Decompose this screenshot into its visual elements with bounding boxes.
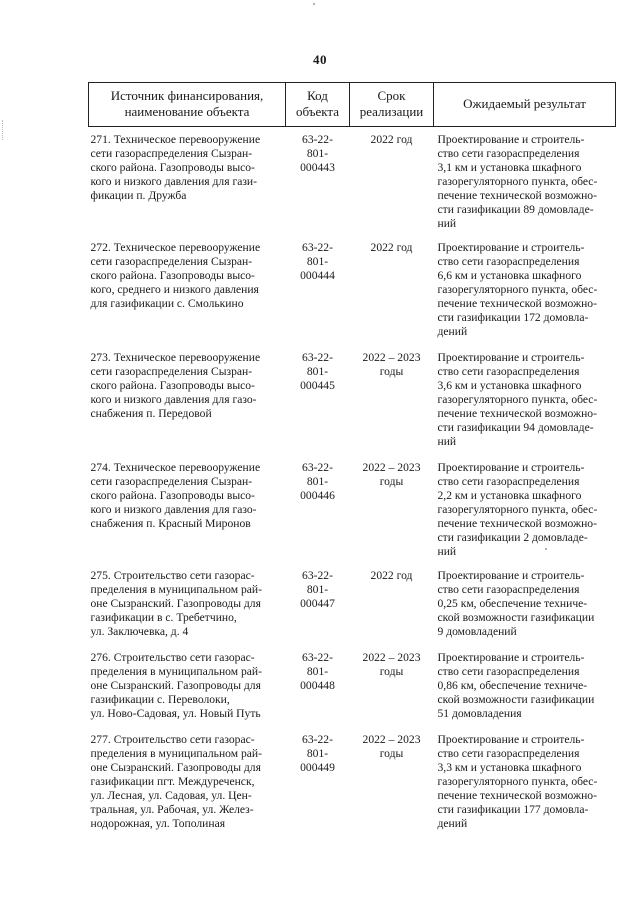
text-line: 0,86 км, обеспечение техниче- [437, 679, 588, 692]
object-code-cell [286, 449, 350, 565]
text-line: пределения в муниципальном рай- [90, 583, 262, 596]
financing-table-container [88, 82, 615, 831]
text-line: 3,6 км и установка шкафного [437, 379, 582, 392]
text-line: Проектирование и строитель- [437, 351, 585, 364]
text-line: Ожидаемый результат [463, 96, 586, 111]
text-line: для газификации с. Смолькино [90, 297, 244, 310]
object-code-cell [286, 729, 350, 831]
text-line: годы [379, 747, 404, 760]
text-line: нодорожная, ул. Тополиная [90, 817, 226, 830]
text-line: наименование объекта [124, 104, 250, 119]
scan-margin-marks [2, 120, 6, 140]
implementation-term-cell [350, 127, 434, 238]
text-line: реализации [359, 104, 424, 119]
text-line: Проектирование и строитель- [437, 241, 585, 254]
header-source [89, 83, 286, 127]
expected-result-cell [434, 127, 616, 238]
text-line: 801- [306, 255, 329, 268]
object-name-cell [89, 449, 286, 565]
object-name-cell [89, 729, 286, 831]
financing-table [88, 82, 616, 831]
text-line: годы [379, 665, 404, 678]
object-name-cell [89, 347, 286, 449]
text-line: тральная, ул. Рабочая, ул. Желез- [90, 803, 254, 816]
text-line: 277. Строительство сети газорас- [90, 733, 255, 746]
text-line: фикации п. Дружба [90, 189, 187, 202]
text-line: 2022 – 2023 [362, 733, 421, 746]
text-line: газификации пгт. Междуреченск, [90, 775, 255, 788]
text-line: ского района. Газопроводы высо- [90, 161, 255, 174]
implementation-term-cell [350, 237, 434, 347]
text-line: 63-22- [302, 733, 333, 746]
text-line: 000443 [300, 161, 335, 174]
text-line: Проектирование и строитель- [437, 461, 585, 474]
text-line: сети газораспределения Сызран- [90, 255, 253, 268]
object-code-cell [286, 347, 350, 449]
text-line: ского района. Газопроводы высо- [90, 379, 255, 392]
expected-result-cell [434, 237, 616, 347]
text-line: пределения в муниципальном рай- [90, 747, 262, 760]
object-name-cell [89, 127, 286, 238]
text-line: годы [379, 365, 404, 378]
table-row [89, 127, 616, 238]
text-line: 801- [306, 583, 329, 596]
header-term [350, 83, 434, 127]
table-row [89, 729, 616, 831]
text-line: ского района. Газопроводы высо- [90, 269, 255, 282]
text-line: газификации с. Переволоки, [90, 693, 230, 706]
text-line: Источник финансирования, [110, 88, 264, 103]
expected-result-cell [434, 449, 616, 565]
text-line: 63-22- [302, 651, 333, 664]
table-row [89, 565, 616, 643]
text-line: 6,6 км и установка шкафного [437, 269, 582, 282]
text-line: сети газораспределения Сызран- [90, 365, 253, 378]
text-line: сти газификации 177 домовла- [437, 803, 589, 816]
text-line: 9 домовладений [437, 625, 517, 638]
text-line: 63-22- [302, 569, 333, 582]
implementation-term-cell [350, 643, 434, 729]
text-line: кого и низкого давления для гази- [90, 175, 257, 188]
text-line: оне Сызранский. Газопроводы для [90, 761, 261, 774]
text-line: 51 домовладения [437, 707, 522, 720]
text-line: сти газификации 2 домовладе- [437, 531, 588, 544]
text-line: 3,1 км и установка шкафного [437, 161, 582, 174]
text-line: Код [307, 88, 328, 103]
text-line: 272. Техническое перевооружение [90, 241, 261, 254]
text-line: ской возможности газификации [437, 693, 595, 706]
text-line: газорегуляторного пункта, обес- [437, 283, 598, 296]
implementation-term-cell [350, 729, 434, 831]
text-line: ний [437, 435, 457, 448]
text-line: 275. Строительство сети газорас- [90, 569, 255, 582]
text-line: 271. Техническое перевооружение [90, 133, 261, 146]
text-line: 000446 [300, 489, 335, 502]
object-name-cell [89, 565, 286, 643]
text-line: газорегуляторного пункта, обес- [437, 503, 598, 516]
text-line: дений [437, 325, 468, 338]
expected-result-cell [434, 729, 616, 831]
text-line: печение технической возможно- [437, 789, 597, 802]
text-line: сти газификации 94 домовладе- [437, 421, 594, 434]
table-row [89, 237, 616, 347]
text-line: 000447 [300, 597, 335, 610]
object-code-cell [286, 643, 350, 729]
text-line: дений [437, 817, 468, 830]
text-line: 2022 год [370, 133, 413, 146]
text-line: 63-22- [302, 351, 333, 364]
text-line: газорегуляторного пункта, обес- [437, 775, 598, 788]
text-line: снабжения п. Передовой [90, 407, 212, 420]
text-line: Проектирование и строитель- [437, 733, 585, 746]
text-line: газификации в с. Требетчино, [90, 611, 237, 624]
text-line: 63-22- [302, 241, 333, 254]
implementation-term-cell [350, 347, 434, 449]
text-line: ство сети газораспределения [437, 255, 580, 268]
scan-speck [313, 3, 315, 5]
text-line: 000449 [300, 761, 335, 774]
implementation-term-cell [350, 449, 434, 565]
expected-result-cell [434, 347, 616, 449]
text-line: ство сети газораспределения [437, 583, 580, 596]
text-line: Проектирование и строитель- [437, 651, 585, 664]
text-line: 2022 – 2023 [362, 651, 421, 664]
text-line: 2,2 км и установка шкафного [437, 489, 582, 502]
text-line: ство сети газораспределения [437, 147, 580, 160]
text-line: ство сети газораспределения [437, 747, 580, 760]
text-line: ний [437, 217, 457, 230]
text-line: ство сети газораспределения [437, 365, 580, 378]
text-line: ство сети газораспределения [437, 475, 580, 488]
header-code [286, 83, 350, 127]
object-name-cell [89, 643, 286, 729]
text-line: 000448 [300, 679, 335, 692]
text-line: газорегуляторного пункта, обес- [437, 175, 598, 188]
text-line: Проектирование и строитель- [437, 569, 585, 582]
text-line: ство сети газораспределения [437, 665, 580, 678]
text-line: 63-22- [302, 133, 333, 146]
table-row [89, 449, 616, 565]
object-name-cell [89, 237, 286, 347]
text-line: 273. Техническое перевооружение [90, 351, 261, 364]
text-line: печение технической возможно- [437, 517, 597, 530]
text-line: 3,3 км и установка шкафного [437, 761, 582, 774]
text-line: снабжения п. Красный Миронов [90, 517, 251, 530]
text-line: оне Сызранский. Газопроводы для [90, 597, 261, 610]
text-line: печение технической возможно- [437, 189, 597, 202]
object-code-cell [286, 237, 350, 347]
expected-result-cell [434, 565, 616, 643]
text-line: сети газораспределения Сызран- [90, 475, 253, 488]
text-line: ул. Заключевка, д. 4 [90, 625, 189, 638]
table-row [89, 643, 616, 729]
text-line: ской возможности газификации [437, 611, 595, 624]
text-line: 63-22- [302, 461, 333, 474]
text-line: 2022 год [370, 569, 413, 582]
text-line: 801- [306, 365, 329, 378]
text-line: оне Сызранский. Газопроводы для [90, 679, 261, 692]
text-line: ул. Ново-Садовая, ул. Новый Путь [90, 707, 261, 720]
text-line: ний [437, 545, 457, 558]
text-line: Срок [377, 88, 406, 103]
text-line: 801- [306, 665, 329, 678]
text-line: объекта [295, 104, 340, 119]
text-line: 801- [306, 475, 329, 488]
text-line: сти газификации 89 домовладе- [437, 203, 594, 216]
text-line: ул. Лесная, ул. Садовая, ул. Цен- [90, 789, 252, 802]
text-line: кого, среднего и низкого давления [90, 283, 259, 296]
text-line: 276. Строительство сети газорас- [90, 651, 255, 664]
table-row [89, 347, 616, 449]
text-line: 274. Техническое перевооружение [90, 461, 261, 474]
text-line: печение технической возможно- [437, 297, 597, 310]
text-line: годы [379, 475, 404, 488]
text-line: печение технической возможно- [437, 407, 597, 420]
table-header-row [89, 83, 616, 127]
text-line: Проектирование и строитель- [437, 133, 585, 146]
text-line: кого и низкого давления для газо- [90, 503, 257, 516]
page-number: 40 [313, 52, 327, 67]
text-line: сти газификации 172 домовла- [437, 311, 589, 324]
text-line: 000445 [300, 379, 335, 392]
text-line: 801- [306, 147, 329, 160]
implementation-term-cell [350, 565, 434, 643]
text-line: 0,25 км, обеспечение техниче- [437, 597, 588, 610]
text-line: 000444 [300, 269, 335, 282]
object-code-cell [286, 127, 350, 238]
text-line: 801- [306, 747, 329, 760]
text-line: сети газораспределения Сызран- [90, 147, 253, 160]
text-line: кого и низкого давления для газо- [90, 393, 257, 406]
object-code-cell [286, 565, 350, 643]
text-line: ского района. Газопроводы высо- [90, 489, 255, 502]
expected-result-cell [434, 643, 616, 729]
text-line: 2022 – 2023 [362, 461, 421, 474]
text-line: 2022 год [370, 241, 413, 254]
header-result [434, 83, 616, 127]
text-line: пределения в муниципальном рай- [90, 665, 262, 678]
text-line: 2022 – 2023 [362, 351, 421, 364]
text-line: газорегуляторного пункта, обес- [437, 393, 598, 406]
